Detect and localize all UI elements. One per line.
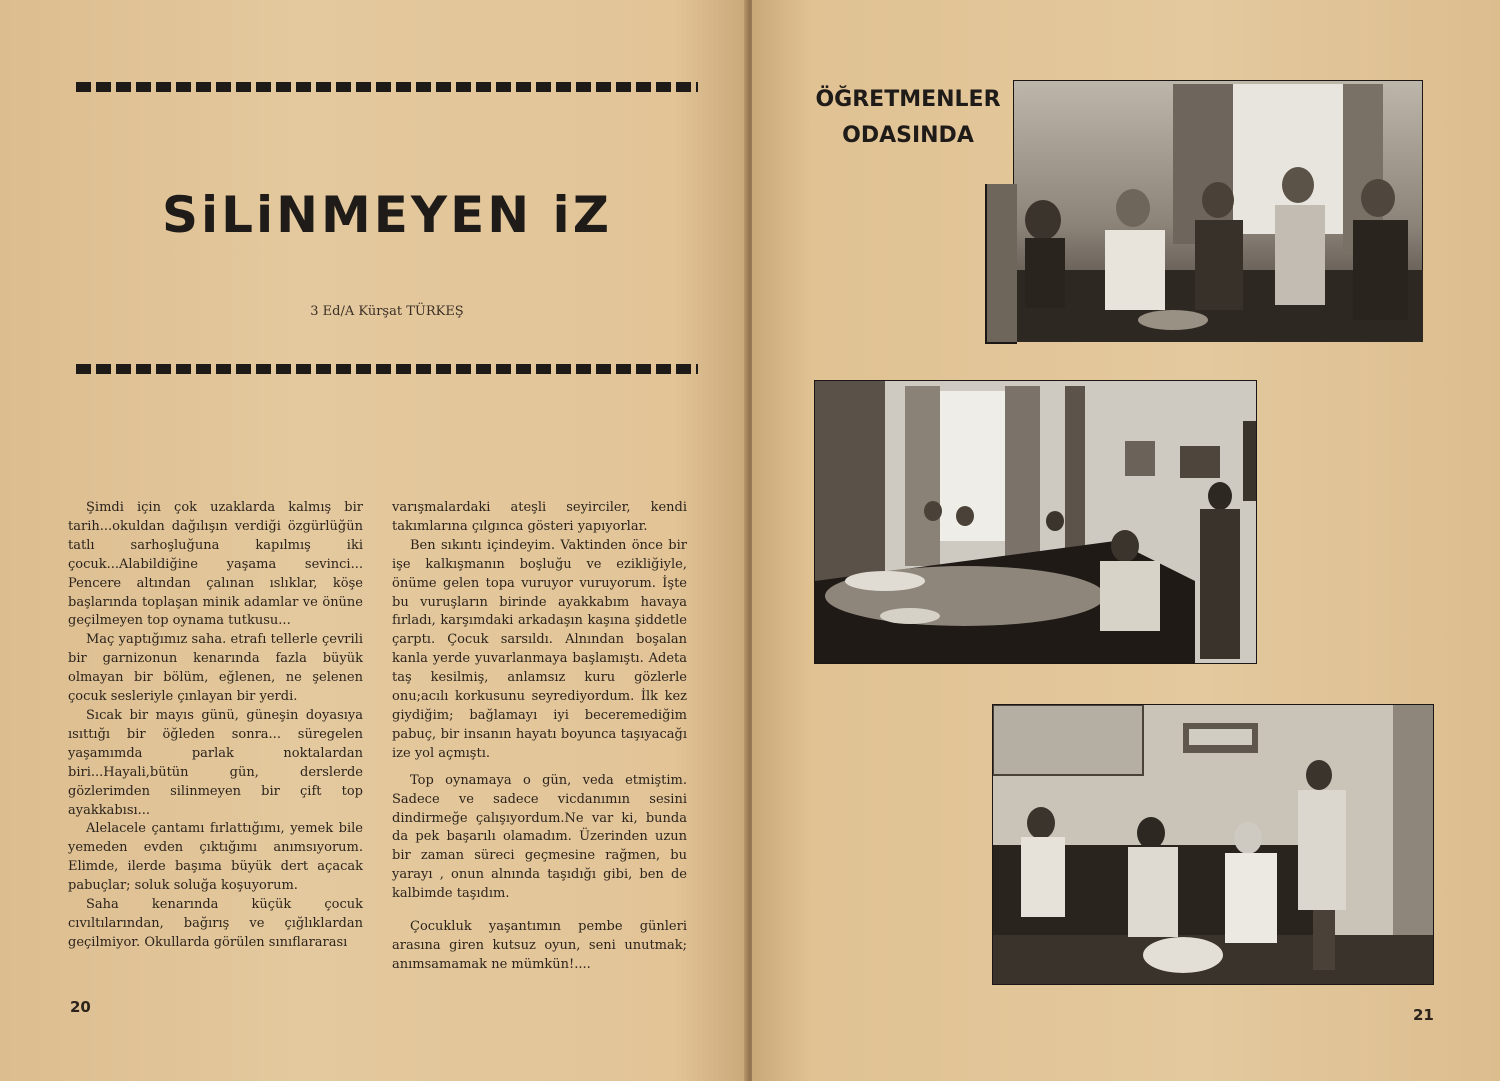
photo-teachers-men	[1013, 80, 1423, 342]
paragraph: Maç yaptığımız saha. etrafı tellerle çevrili bir garnizonun kenarında fazla büyük olmayan bir bölüm, eğlenen, ne şelenen çocuk sesleriyle çınlayan bir yerdi.	[68, 632, 363, 705]
paragraph: Saha kenarında küçük çocuk cıvıltılarından, bağırış ve çığlıklardan geçilmiyor. Okullarda görülen sınıflararası	[68, 897, 363, 950]
bottom-dashed-rule	[76, 364, 698, 374]
paragraph: Top oynamaya o gün, veda etmiştim. Sadece ve sadece vicdanımın sesini dindirmeğe çalışıyordum.Ne var ki, bunda da pek başarılı olamadım. Üzerinden uzun bir zaman süreci geçmesine rağmen, bu yarayı , onun alnında taşıdığı gibi, ben de kalbimde taşıdım.	[392, 772, 687, 902]
page-number-right: 21	[1413, 1006, 1434, 1024]
text-column-2	[392, 499, 687, 975]
paragraph: Şimdi için çok uzaklarda kalmış bir tarih...okuldan dağılışın verdiği özgürlüğün tatlı sarhoşluğuna kapılmış iki çocuk...Alabildiğine yaşama sevinci... Pencere altından çalınan ıslıklar, köşe başlarında toplaşan minik adamlar ve önüne geçilmeyen top oynama tutkusu...	[68, 500, 363, 629]
article-author: 3 Ed/A Kürşat TÜRKEŞ	[310, 304, 464, 319]
paragraph: Alelacele çantamı fırlattığımı, yemek bile yemeden evden çıktığımı anımsıyorum. Elimde, ilerde başıma büyük dert açacak pabuçlar; soluk soluğa koşuyorum.	[68, 821, 363, 894]
text-column-1	[68, 499, 363, 953]
left-page	[0, 0, 748, 1081]
top-dashed-rule	[76, 82, 698, 92]
page-number-left: 20	[70, 998, 91, 1016]
photo-teachers-women-image	[993, 705, 1433, 984]
photo-meeting-room	[814, 380, 1257, 664]
photo-section-title	[808, 82, 1008, 154]
photo-meeting-room-image	[815, 381, 1256, 663]
title-line-1: ÖĞRETMENLER	[815, 87, 1001, 112]
photo-teachers-men-extension	[985, 184, 1017, 344]
photo-teachers-men-image	[1013, 80, 1423, 342]
title-line-2: ODASINDA	[842, 123, 974, 148]
paragraph: Çocukluk yaşantımın pembe günleri arasına giren kutsuz oyun, seni unutmak; anımsamamak ne mümkün!....	[392, 919, 687, 972]
paragraph: Ben sıkıntı içindeyim. Vaktinden önce bir işe kalkışmanın boşluğu ve ezikliğiyle, önüme gelen topa vuruyor vuruyorum. İşte bu vuruşların birinde ayakkabım havaya fırladı, karşımdaki arkadaşın kaşına şiddetle çarptı. Çocuk sarsıldı. Alnından boşalan kanla yerde yuvarlanmaya başlamıştı. Adeta taş kesilmiş, anlamsız kuru gözlerle onu;acılı korkusunu seyrediyordum. İlk kez giydiğim; bağlamayı iyi beceremediğim pabuç, bir insanın hayatı boyunca taşıyacağı ize yol açmıştı.	[392, 537, 687, 761]
article-title: SiLiNMEYEN iZ	[162, 186, 612, 244]
paragraph: Sıcak bir mayıs günü, güneşin doyasıya ısıttığı bir öğleden sonra... süregelen yaşamımda parlak noktalardan biri...Hayali,bütün gün, derslerde gözlerimden silinmeyen bir çift top ayakkabısı...	[68, 707, 363, 818]
photo-teachers-women	[992, 704, 1434, 985]
paragraph: varışmalardaki ateşli seyirciler, kendi takımlarına çılgınca gösteri yapıyorlar.	[392, 500, 687, 534]
